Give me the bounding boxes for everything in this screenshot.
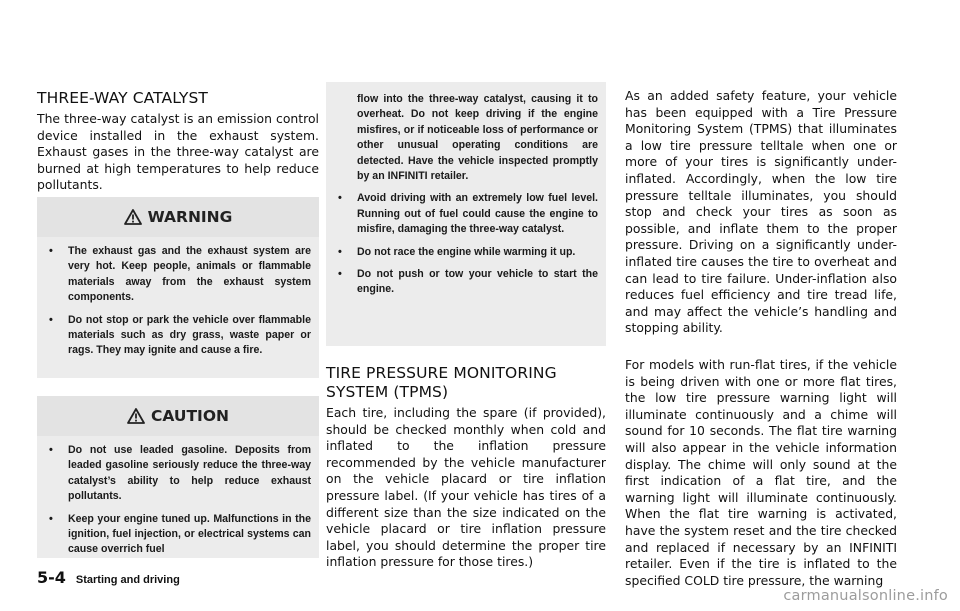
caution-item: • Keep your engine tuned up. Malfunctions in the ignition, fuel injection, or electrical systems can cause overrich fuel [49, 512, 311, 558]
warning-list [49, 244, 311, 366]
tpms-intro-paragraph: Each tire, including the spare (if provided), should be checked monthly when cold and inflated to the inflation pressure recommended by the vehicle manufacturer on the vehicle placard or tire inflation pressure label. (If your vehicle has tires of a different size than the size indicated on the vehicle placard or tire inflation pressure label, you should determine the proper tire inflation pressure for those tires.) [326, 405, 606, 570]
tpms-paragraph-1: As an added safety feature, your vehicle has been equipped with a Tire Pressure Monitoring System (TPMS) that illuminates a low tire pressure telltale when one or more of your tires is significantly under-inflated. Accordingly, when the low tire pressure telltale illuminates, you should stop and check your tires as soon as possible, and inflate them to the proper pressure. Driving on a significantly under-inflated tire causes the tire to overheat and can lead to tire failure. Under-inflation also reduces fuel efficiency and tire tread life, and may affect the vehicle’s handling and stopping ability. [625, 88, 897, 336]
warning-triangle-icon [127, 408, 145, 424]
warning-item: • The exhaust gas and the exhaust system are very hot. Keep people, animals or flammable materials away from the exhaust system components. [49, 244, 311, 306]
caution-item: • Do not use leaded gasoline. Deposits from leaded gasoline seriously reduce the three-way catalyst’s ability to help reduce exhaust pollutants. [49, 443, 311, 505]
caution-box-continued [326, 82, 606, 346]
caution-box [37, 396, 319, 558]
footer-section-title: Starting and driving [75, 574, 180, 586]
warning-box [37, 197, 319, 378]
section-heading-tpms: TIRE PRESSURE MONITORING SYSTEM (TPMS) [326, 364, 557, 401]
caution-box-header [37, 396, 319, 436]
caution-title: CAUTION [151, 407, 229, 425]
caution-item: • Do not race the engine while warming it up. [338, 245, 598, 260]
caution-continued-text: flow into the three-way catalyst, causing it to overheat. Do not keep driving if the engine misfires, or if noticeable loss of performance or other unusual operating conditions are detected. Have the vehicle inspected promptly by an INFINITI retailer. [357, 93, 598, 183]
watermark: carmanualsonline.info [783, 588, 948, 604]
catalyst-intro-paragraph: The three-way catalyst is an emission control device installed in the exhaust system. Exhaust gases in the three-way catalyst are burned at high temperatures to help reduce pollutants. [37, 111, 319, 193]
caution-list [49, 443, 311, 565]
warning-item: • Do not stop or park the vehicle over flammable materials such as dry grass, waste paper or rags. They may ignite and cause a fire. [49, 313, 311, 359]
warning-triangle-icon [124, 209, 142, 225]
caution-item: • Avoid driving with an extremely low fuel level. Running out of fuel could cause the engine to misfire, damaging the three-way catalyst. [338, 191, 598, 237]
caution-item: • Do not push or tow your vehicle to start the engine. [338, 267, 598, 298]
warning-title: WARNING [147, 208, 233, 226]
page-number: 5-4 [37, 568, 66, 587]
tpms-paragraph-2: For models with run-flat tires, if the vehicle is being driven with one or more flat tires, the low tire pressure warning light will illuminate continuously and a chime will sound for 10 seconds. The flat tire warning will also appear in the vehicle information display. The chime will only sound at the first indication of a flat tire, and the warning light will illuminate continuously. When the flat tire warning is activated, have the system reset and the tire checked and replaced if necessary by an INFINITI retailer. Even if the tire is inflated to the specified COLD tire pressure, the warning [625, 357, 897, 588]
section-heading-three-way-catalyst: THREE-WAY CATALYST [37, 89, 208, 107]
page-footer [37, 568, 180, 587]
caution-continued-list [338, 92, 598, 305]
warning-box-header [37, 197, 319, 237]
